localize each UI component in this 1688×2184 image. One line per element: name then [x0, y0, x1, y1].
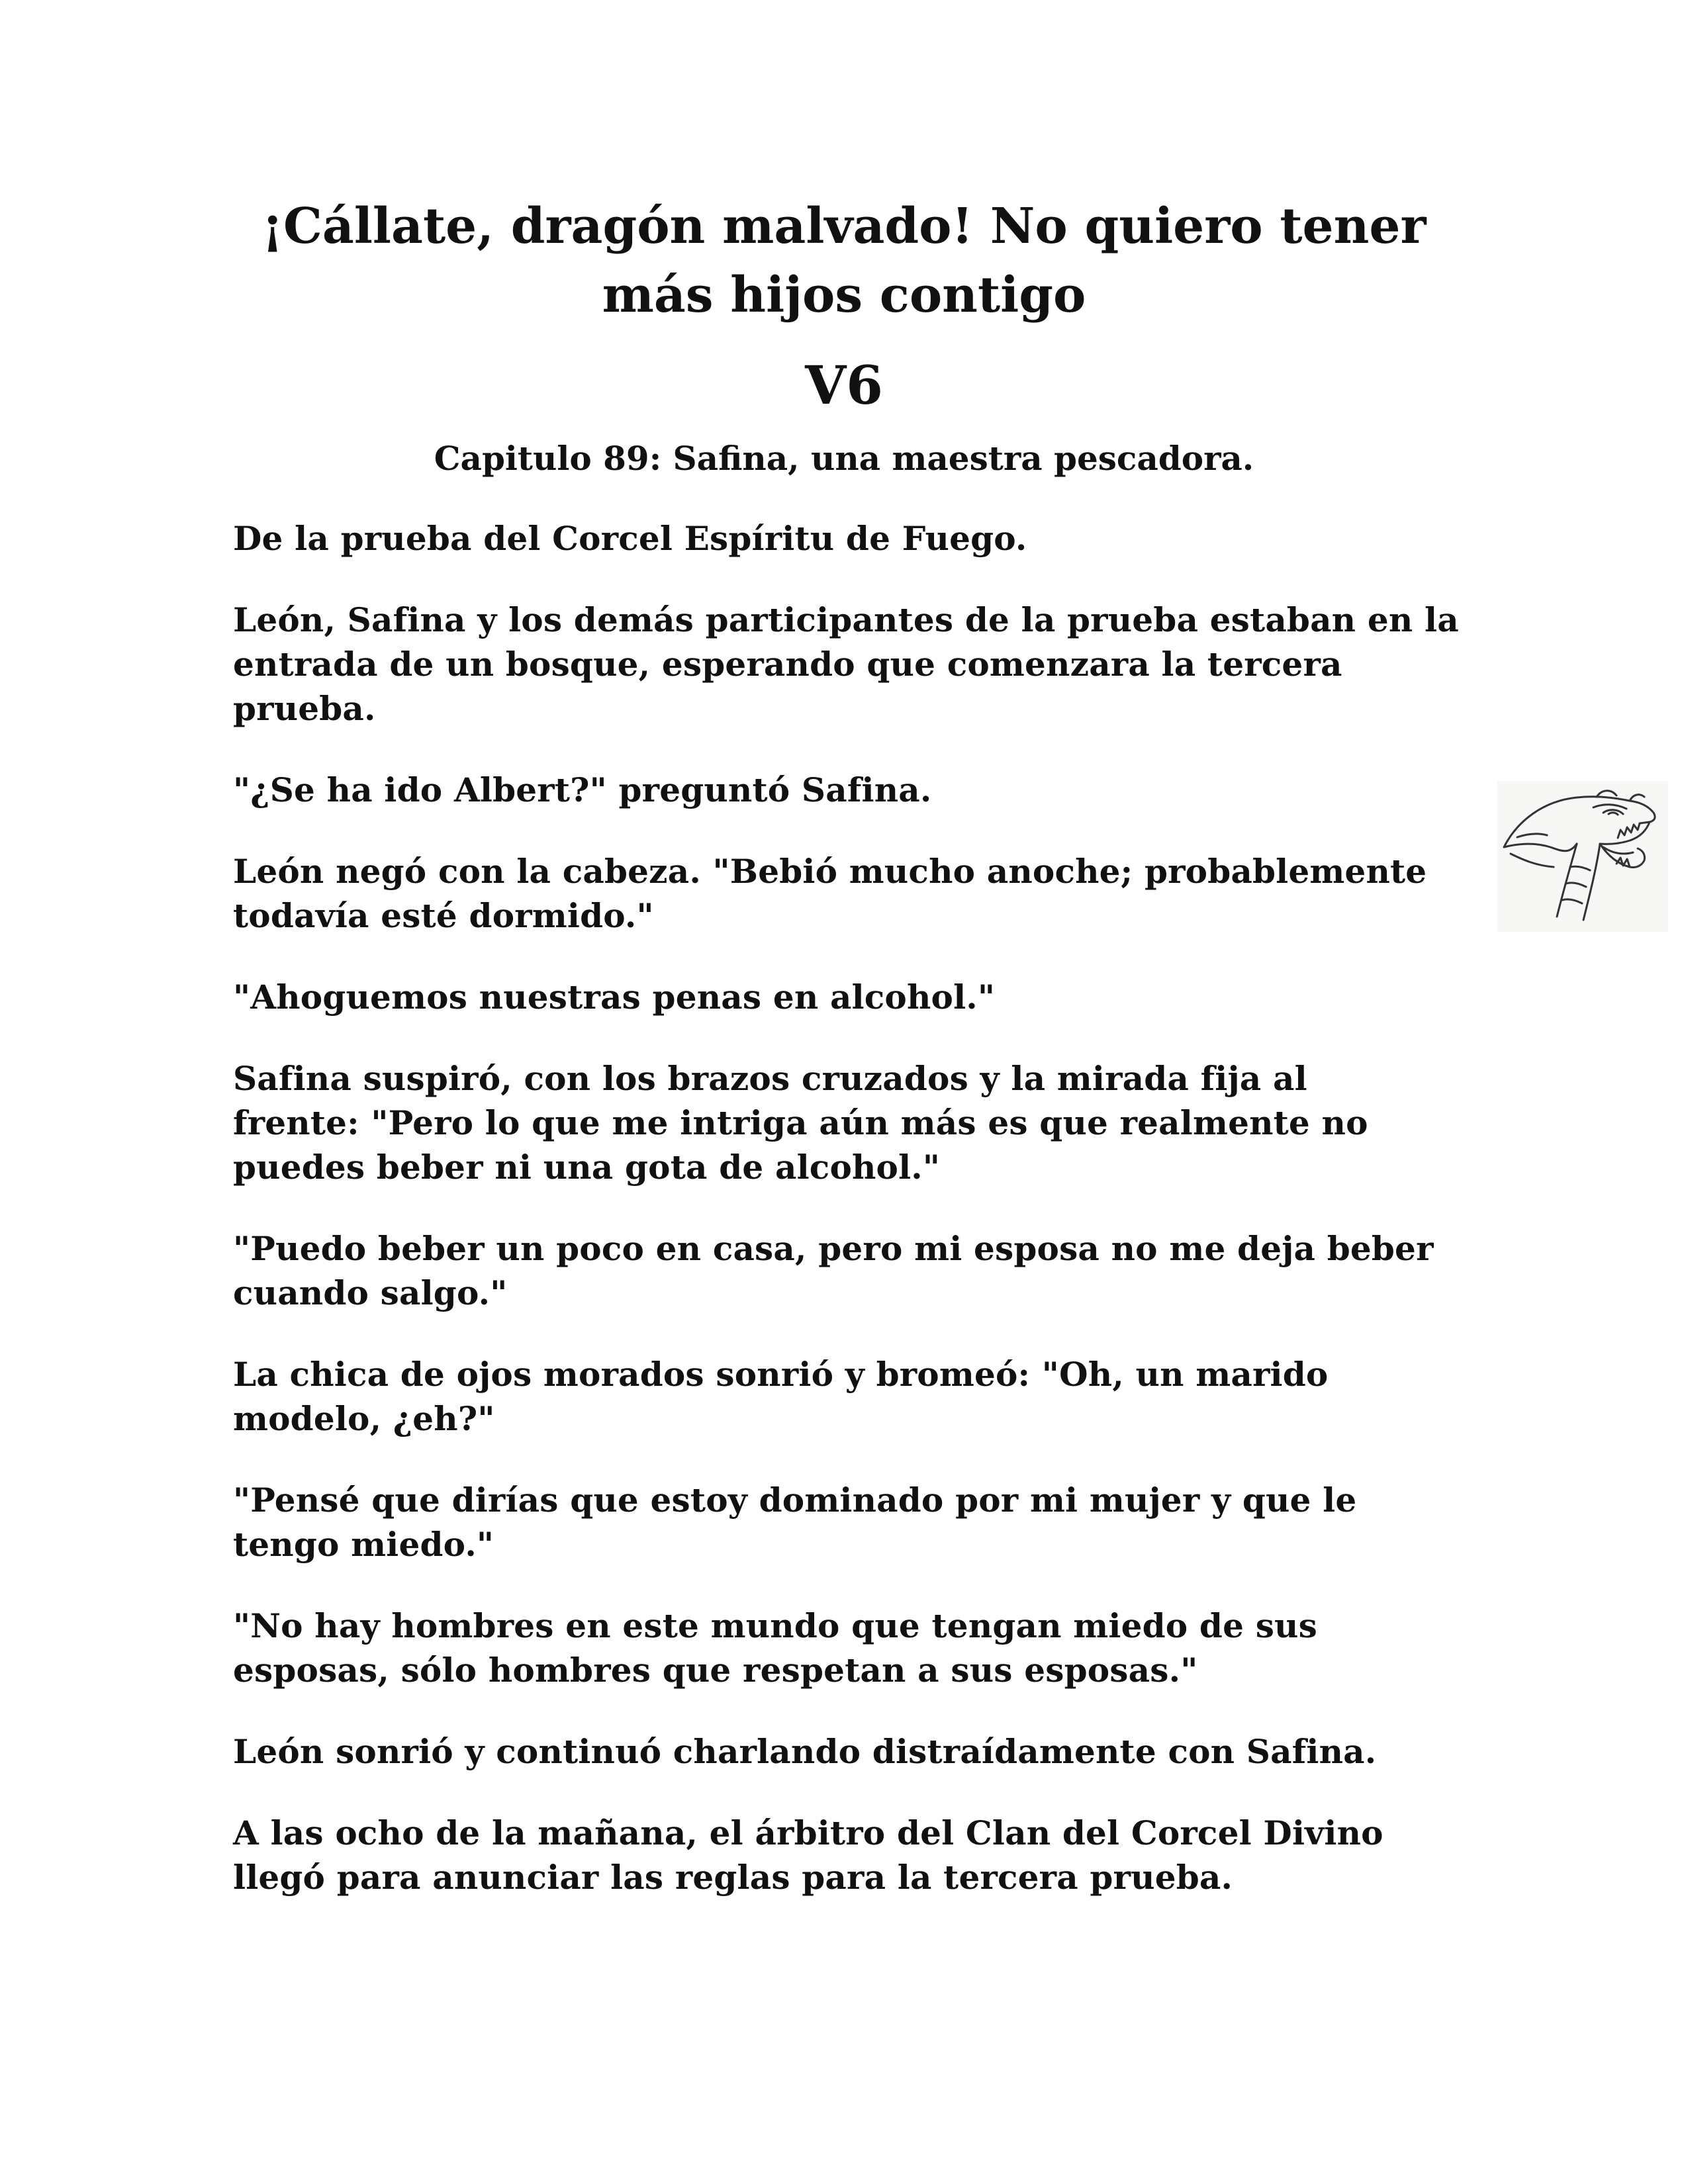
paragraph: "Pensé que dirías que estoy dominado por mi mujer y que le tengo miedo.": [233, 1480, 1357, 1564]
body-text: [233, 516, 1477, 1936]
paragraph: León sonrió y continuó charlando distraídamente con Safina.: [233, 1732, 1377, 1771]
paragraph: "Puedo beber un poco en casa, pero mi esposa no me deja beber cuando salgo.": [233, 1229, 1434, 1312]
paragraph: León, Safina y los demás participantes de la prueba estaban en la entrada de un bosque, esperando que comenzara la tercera prueba.: [233, 600, 1459, 728]
volume-label: V6: [805, 354, 883, 416]
page-title: ¡Cállate, dragón malvado! No quiero tener más hijos contigo: [261, 198, 1427, 324]
paragraph: "No hay hombres en este mundo que tengan miedo de sus esposas, sólo hombres que respetan a sus esposas.": [233, 1606, 1317, 1690]
paragraph: "Ahoguemos nuestras penas en alcohol.": [233, 978, 996, 1017]
paragraph: La chica de ojos morados sonrió y bromeó: "Oh, un marido modelo, ¿eh?": [233, 1355, 1329, 1438]
paragraph: Safina suspiró, con los brazos cruzados y la mirada fija al frente: "Pero lo que me intriga aún más es que realmente no puedes beber ni una gota de alcohol.": [233, 1059, 1368, 1187]
chapter-heading: Capitulo 89: Safina, una maestra pescadora.: [434, 439, 1254, 478]
paragraph: León negó con la cabeza. "Bebió mucho anoche; probablemente todavía esté dormido.": [233, 852, 1427, 935]
paragraph: "¿Se ha ido Albert?" preguntó Safina.: [233, 770, 932, 809]
paragraph: De la prueba del Corcel Espíritu de Fuego.: [233, 519, 1027, 558]
dragon-sketch-icon: [1497, 781, 1668, 932]
paragraph: A las ocho de la mañana, el árbitro del Clan del Corcel Divino llegó para anunciar las reglas para la tercera prueba.: [233, 1813, 1383, 1897]
